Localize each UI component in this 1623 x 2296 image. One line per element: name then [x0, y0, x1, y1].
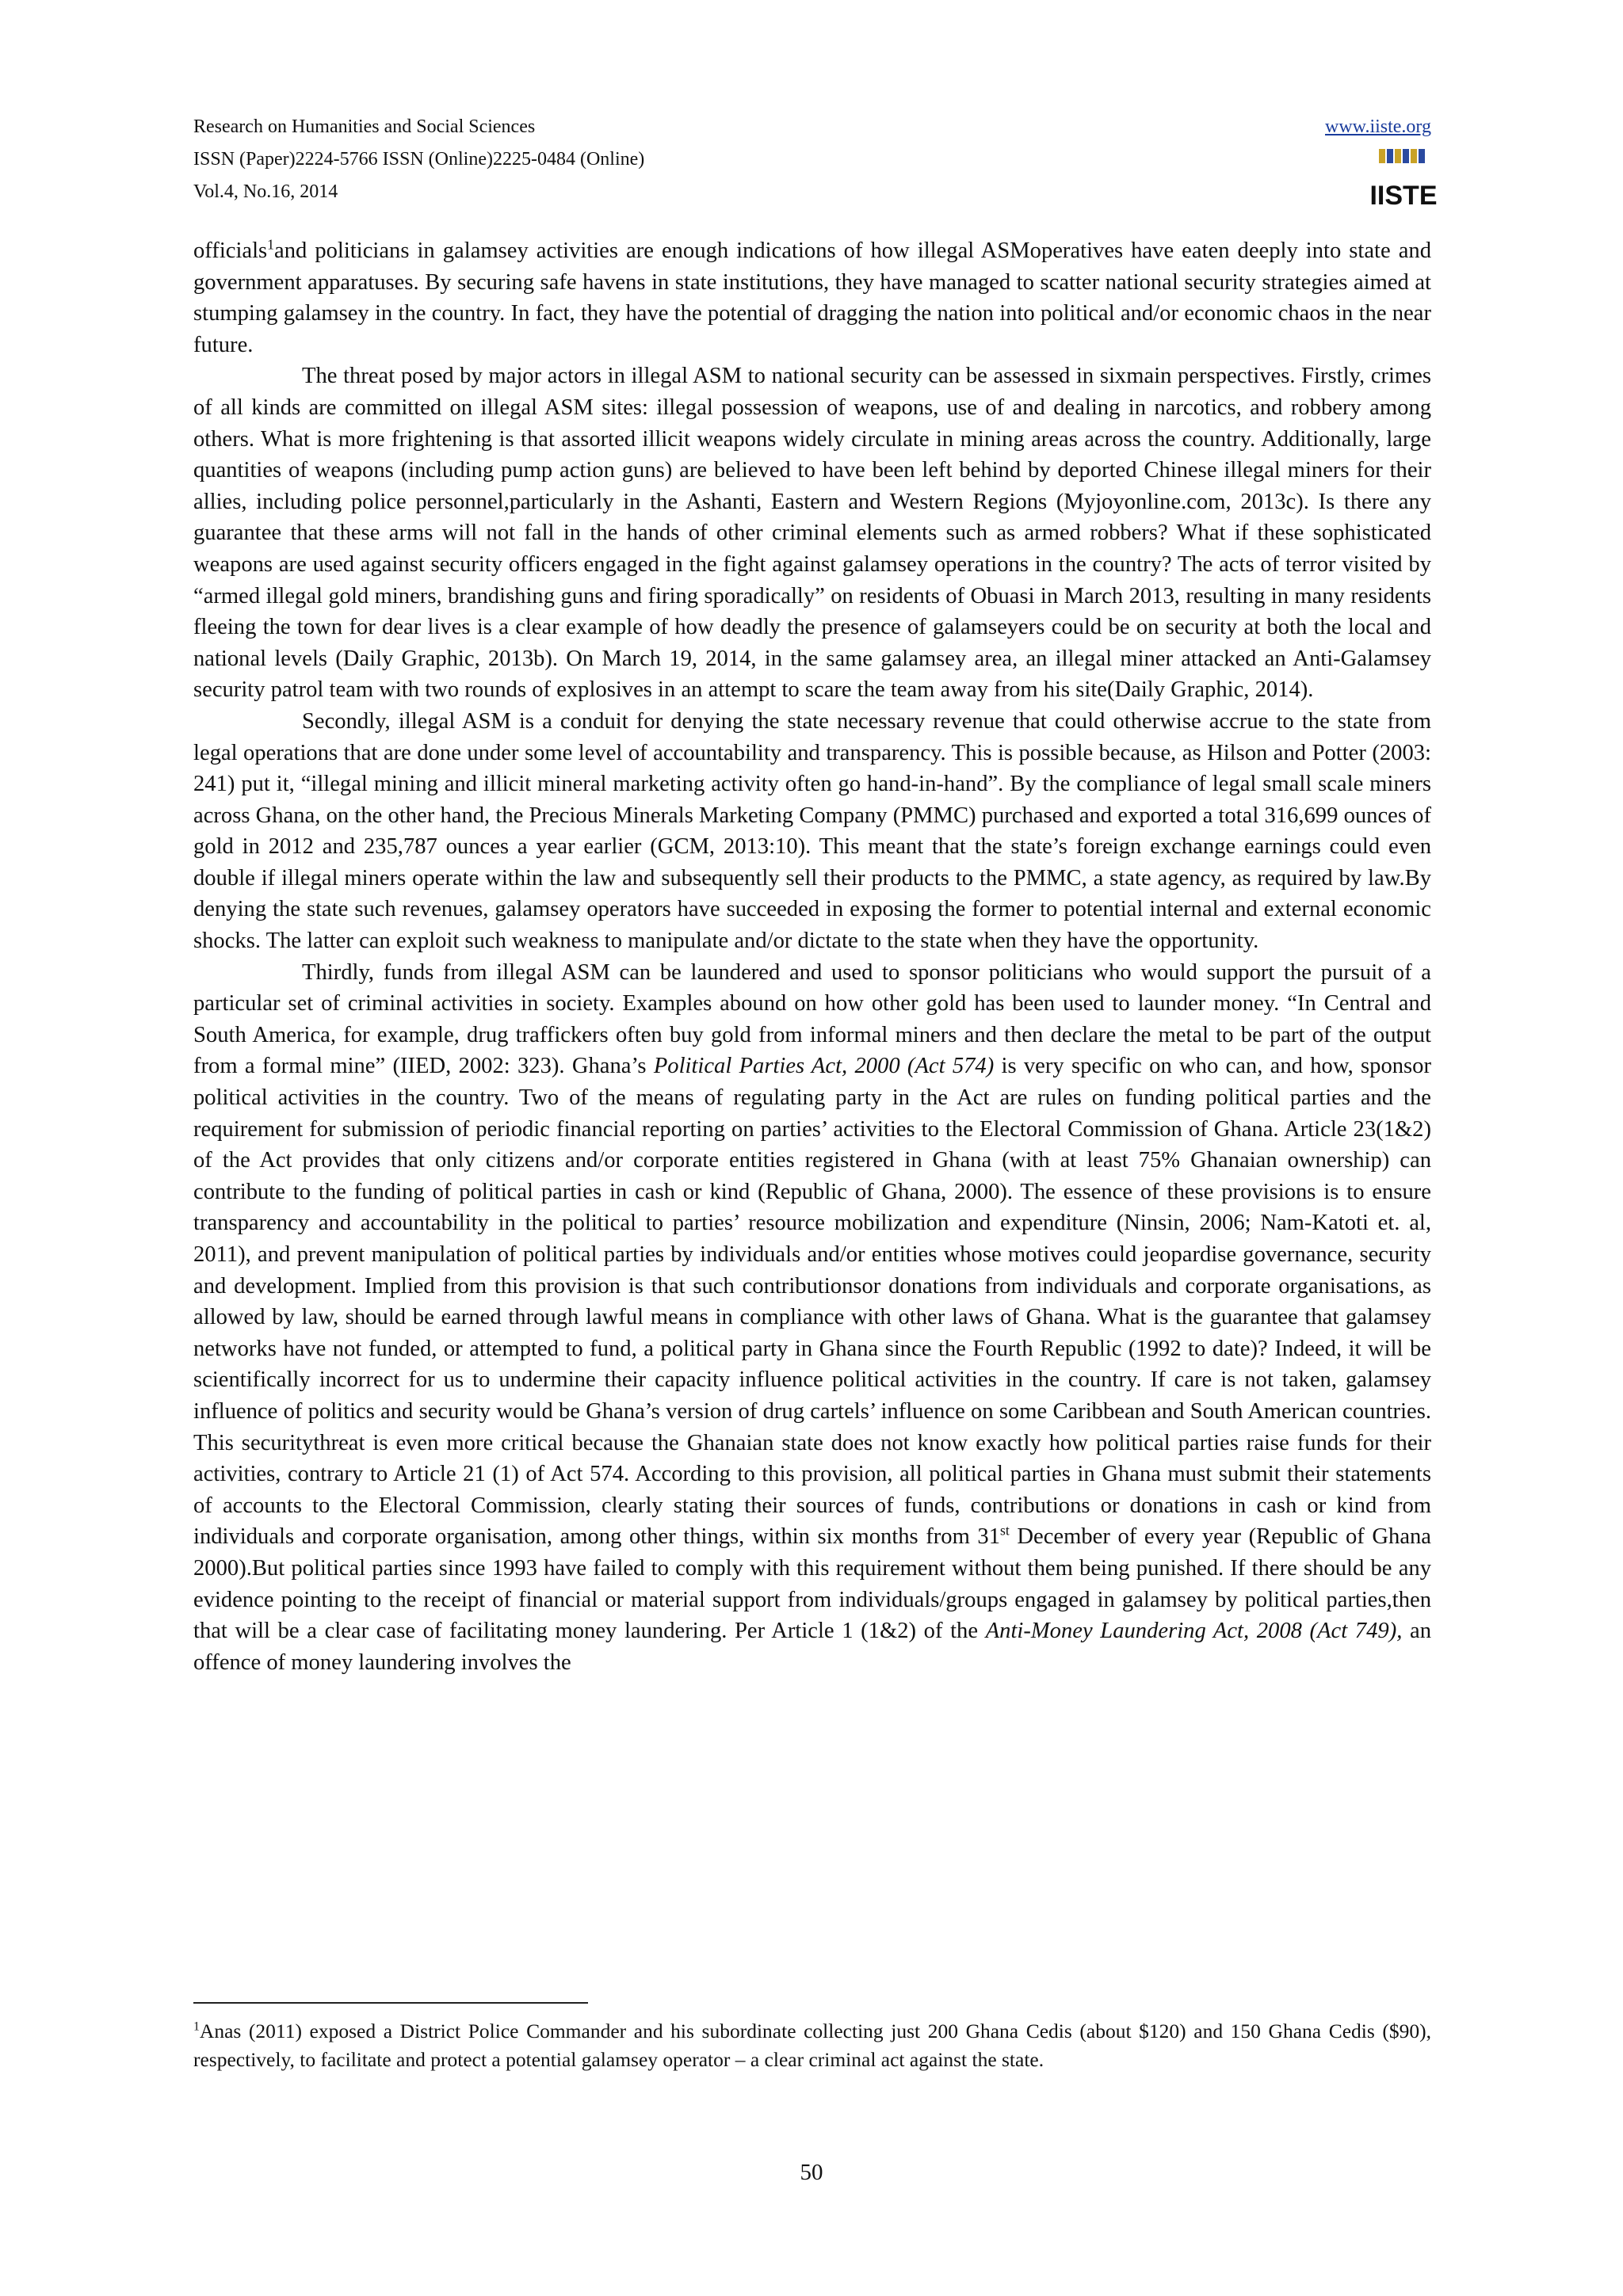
footnote-ref[interactable]: 1 [267, 236, 275, 253]
footnote-1 [193, 2017, 1431, 2073]
journal-url-link[interactable]: www.iiste.org [1325, 116, 1431, 137]
footnote-text: Anas (2011) exposed a District Police Commander and his subordinate collecting just 200 Ghana Cedis (about $120) and 150 Ghana Cedis ($90), respectively, to facilitate and protect a potential galamsey operator – a clear criminal act against the state. [193, 2019, 1431, 2071]
paragraph-3: Secondly, illegal ASM is a conduit for denying the state necessary revenue that could otherwise accrue to the state from legal operations that are done under some level of accountability and transparency. This is possible because, as Hilson and Potter (2003: 241) put it, “illegal mining and illicit mineral marketing activity often go hand-in-hand”. By the compliance of legal small scale miners across Ghana, on the other hand, the Precious Minerals Marketing Company (PMMC) purchased and exported a total 316,699 ounces of gold in 2012 and 235,787 ounces a year earlier (GCM, 2013:10). This meant that the state’s foreign exchange earnings could even double if illegal miners operate within the law and subsequently sell their products to the PMMC, a state agency, as required by law.By denying the state such revenues, galamsey operators have succeeded in exposing the former to potential internal and external economic shocks. The latter can exploit such weakness to manipulate and/or dictate to the state when they have the opportunity. [193, 708, 1431, 954]
paragraph-4: Thirdly, funds from illegal ASM can be laundered and used to sponsor politicians who would support the pursuit of a particular set of criminal activities in society. Examples abound on how other gold has been used to launder money. “In Central and South America, for example, drug traffickers often buy gold from informal miners and then declare the metal to be part of the output from a formal mine” (IIED, 2002: 323). Ghana’s Political Parties Act, 2000 (Act 574) is very specific on who can, and how, sponsor political activities in the country. Two of the means of regulating party in the Act are rules on funding political parties and the requirement for submission of periodic financial reporting on parties’ activities to the Electoral Commission of Ghana. Article 23(1&2) of the Act provides that only citizens and/or corporate entities registered in Ghana (with at least 75% Ghanaian ownership) can contribute to the funding of political parties in cash or kind (Republic of Ghana, 2000). The essence of these provisions is to ensure transparency and accountability in the political to parties’ resource mobilization and expenditure (Ninsin, 2006; Nam-Katoti et. al, 2011), and prevent manipulation of political parties by individuals and/or entities whose motives could jeopardise governance, security and development. Implied from this provision is that such contributionsor donations from individuals and corporate organisations, as allowed by law, should be earned through lawful means in compliance with other laws of Ghana. What is the guarantee that galamsey networks have not funded, or attempted to fund, a political party in Ghana since the Fourth Republic (1992 to date)? Indeed, it will be scientifically incorrect for us to undermine their capacity influence political activities in the country. If care is not taken, galamsey influence of politics and security would be Ghana’s version of drug cartels’ influence on some Caribbean and South American countries. This securitythreat is even more critical because the Ghanaian state does not know exactly how political parties raise funds for their activities, contrary to Article 21 (1) of Act 574. According to this provision, all political parties in Ghana must submit their statements of accounts to the Electoral Commission, clearly stating their sources of funds, contributions or donations in cash or kind from individuals and corporate organisation, among other things, within six months from 31st December of every year (Republic of Ghana 2000).But political parties since 1993 have failed to comply with this requirement without them being punished. If there should be any evidence pointing to the receipt of financial or material support from individuals/groups engaged in galamsey by political parties,then that will be a clear case of facilitating money laundering. Per Article 1 (1&2) of the Anti-Money Laundering Act, 2008 (Act 749), an offence of money laundering involves the [193, 959, 1431, 1675]
paragraph-2: The threat posed by major actors in illegal ASM to national security can be assessed in sixmain perspectives. Firstly, crimes of all kinds are committed on illegal ASM sites: illegal possession of weapons, use of and dealing in narcotics, and robbery among others. What is more frightening is that assorted illicit weapons widely circulate in mining areas across the country. Additionally, large quantities of weapons (including pump action guns) are believed to have been left behind by deported Chinese illegal miners for their allies, including police personnel,particularly in the Ashanti, Eastern and Western Regions (Myjoyonline.com, 2013c). Is there any guarantee that these arms will not fall in the hands of other criminal elements such as armed robbers? What if these sophisticated weapons are used against security officers engaged in the fight against galamsey operations in the country? The acts of terror visited by “armed illegal gold miners, brandishing guns and firing sporadically” on residents of Obuasi in March 2013, resulting in many residents fleeing the town for dear lives is a clear example of how deadly the presence of galamseyers could be on security at both the local and national levels (Daily Graphic, 2013b). On March 19, 2014, in the same galamsey area, an illegal miner attacked an Anti-Galamsey security patrol team with two rounds of explosives in an attempt to scare the team away from his site(Daily Graphic, 2014). [193, 364, 1431, 703]
footnote-mark: 1 [193, 2019, 200, 2034]
footnote-separator [193, 2002, 588, 2004]
iiste-logo [1369, 147, 1438, 211]
issn-line: ISSN (Paper)2224-5766 ISSN (Online)2225-0484 (Online) [193, 149, 645, 170]
act-749-title: Anti-Money Laundering Act, 2008 (Act 749), [985, 1619, 1403, 1644]
journal-title: Research on Humanities and Social Sciences [193, 116, 536, 137]
paragraph-1: officials$^1$and politicians in galamsey activities are enough indications of how illegal ASMoperatives have eaten deeply into state and government apparatuses. By securing safe havens in state institutions, they have managed to scatter national security strategies aimed at stumping galamsey in the country. In fact, they have the potential of dragging the nation into political and/or economic chaos in the near future. [193, 236, 1431, 357]
ordinal-suffix: st [1000, 1522, 1010, 1539]
volume-line: Vol.4, No.16, 2014 [193, 181, 338, 202]
footnote [193, 2017, 1431, 2073]
page-number: 50 [800, 2160, 823, 2185]
page-header [193, 111, 1438, 214]
article-body [193, 235, 1431, 1678]
logo-wordmark: IISTE [1369, 181, 1438, 211]
act-574-title: Political Parties Act, 2000 (Act 574) [653, 1054, 995, 1079]
